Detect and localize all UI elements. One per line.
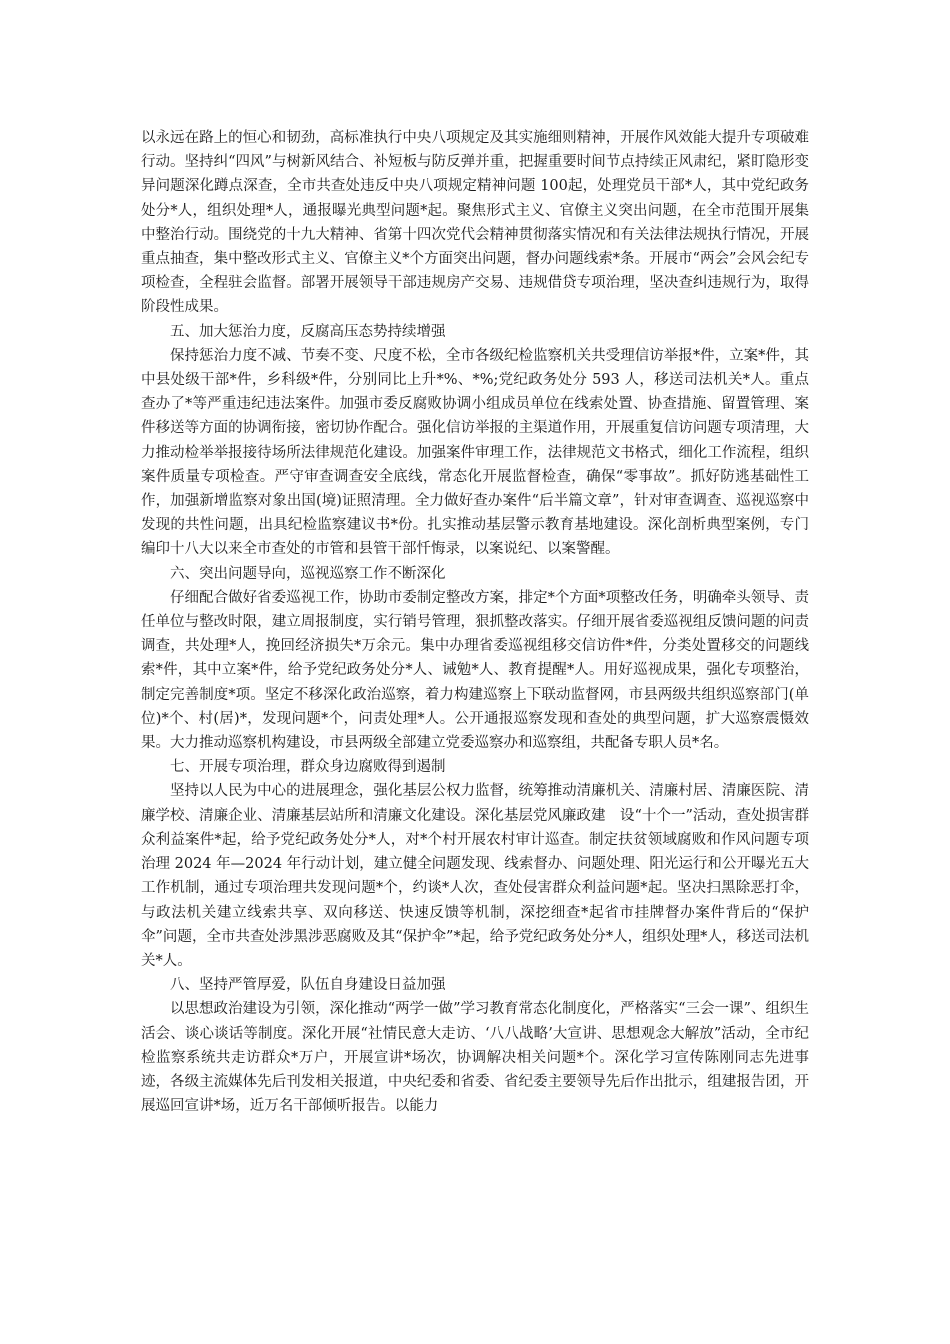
section-heading-6: 六、突出问题导向，巡视巡察工作不断深化 (170, 565, 446, 582)
section-paragraph-8: 以思想政治建设为引领，深化推动“两学一做”学习教育常态化制度化，严格落实“三会一课”、组织生活会、谈心谈话等制度。深化开展“社情民意大走访、‘八八战略’大宣讲、思想观念大解放”活动，全市纪检监察系统共走访群众*万户，开展宣讲*场次，协调解决相关问题*个。深化学习宣传陈刚同志先进事迹，各级主流媒体先后刊发相关报道，中央纪委和省委、省纪委主要领导先后作出批示，组建报告团，开展巡回宣讲*场，近万名干部倾听报告。以能力 (141, 1001, 809, 1115)
section-heading-5: 五、加大惩治力度，反腐高压态势持续增强 (170, 323, 446, 340)
section-paragraph-5: 保持惩治力度不减、节奏不变、尺度不松，全市各级纪检监察机关共受理信访举报*件，立案*件，其中县处级干部*件，乡科级*件，分别同比上升*%、*%;党纪政务处分 593 人，移送司法机关*人。重点查办了*等严重违纪违法案件。加强市委反腐败协调小组成员单位在线索处置、协查措施、留置管理、案件移送等方面的协调衔接，密切协作配合。强化信访举报的主渠道作用，开展重复信访问题专项清理，大力推动检举举报接待场所法律规范化建设。加强案件审理工作，法律规范文书格式，细化工作流程，组织案件质量专项检查。严守审查调查安全底线，常态化开展监督检查，确保“零事故”。抓好防逃基础性工作，加强新增监察对象出国(境)证照清理。全力做好查办案件“后半篇文章”，针对审查调查、巡视巡察中发现的共性问题，出具纪检监察建议书*份。扎实推动基层警示教育基地建设。深化剖析典型案例，专门编印十八大以来全市查处的市管和县管干部忏悔录，以案说纪、以案警醒。 (141, 347, 809, 558)
section-paragraph-7: 坚持以人民为中心的进展理念，强化基层公权力监督，统筹推动清廉机关、清廉村居、清廉医院、清廉学校、清廉企业、清廉基层站所和清廉文化建设。深化基层党风廉政建 设“十个一”活动，查处损害群众利益案件*起，给予党纪政务处分*人，对*个村开展农村审计巡查。制定扶贫领域腐败和作风问题专项治理 2024 年—2024 年行动计划，建立健全问题发现、线索督办、问题处理、阳光运行和公开曝光五大工作机制，通过专项治理共发现问题*个，约谈*人次，查处侵害群众利益问题*起。坚决扫黑除恶打伞，与政法机关建立线索共享、双向移送、快速反馈等机制，深挖细查*起省市挂牌督办案件背后的“保护伞”问题，全市共查处涉黑涉恶腐败及其“保护伞”*起，给予党纪政务处分*人，组织处理*人，移送司法机关*人。 (141, 783, 809, 969)
section-heading-8: 八、坚持严管厚爱，队伍自身建设日益加强 (170, 977, 446, 994)
section-heading-7: 七、开展专项治理，群众身边腐败得到遏制 (170, 759, 446, 776)
document-body (141, 126, 809, 1118)
section-paragraph-6: 仔细配合做好省委巡视工作，协助市委制定整改方案，排定*个方面*项整改任务，明确牵头领导、责任单位与整改时限，建立周报制度，实行销号管理，狠抓整改落实。仔细开展省委巡视组反馈问题的问责调查，共处理*人，挽回经济损失*万余元。集中办理省委巡视组移交信访件*件，分类处置移交的问题线索*件，其中立案*件，给予党纪政务处分*人、诫勉*人、教育提醒*人。用好巡视成果，强化专项整治，制定完善制度*项。坚定不移深化政治巡察，着力构建巡察上下联动监督网，市县两级共组织巡察部门(单位)*个、村(居)*，发现问题*个，问责处理*人。公开通报巡察发现和查处的典型问题，扩大巡察震慑效果。大力推动巡察机构建设，市县两级全部建立党委巡察办和巡察组，共配备专职人员*名。 (141, 589, 809, 752)
intro-paragraph: 以永远在路上的恒心和韧劲，高标准执行中央八项规定及其实施细则精神，开展作风效能大提升专项破难行动。坚持纠“四风”与树新风结合、补短板与防反弹并重，把握重要时间节点持续正风肃纪，紧盯隐形变异问题深化蹲点深查，全市共查处违反中央八项规定精神问题 100起，处理党员干部*人，其中党纪政务处分*人，组织处理*人，通报曝光典型问题*起。聚焦形式主义、官僚主义突出问题，在全市范围开展集中整治行动。围绕党的十九大精神、省第十四次党代会精神贯彻落实情况和有关法律法规执行情况，开展重点抽查，集中整改形式主义、官僚主义*个方面突出问题，督办问题线索*条。开展市“两会”会风会纪专项检查，全程驻会监督。部署开展领导干部违规房产交易、违规借贷专项治理，坚决查纠违规行为，取得阶段性成果。 (141, 130, 809, 316)
